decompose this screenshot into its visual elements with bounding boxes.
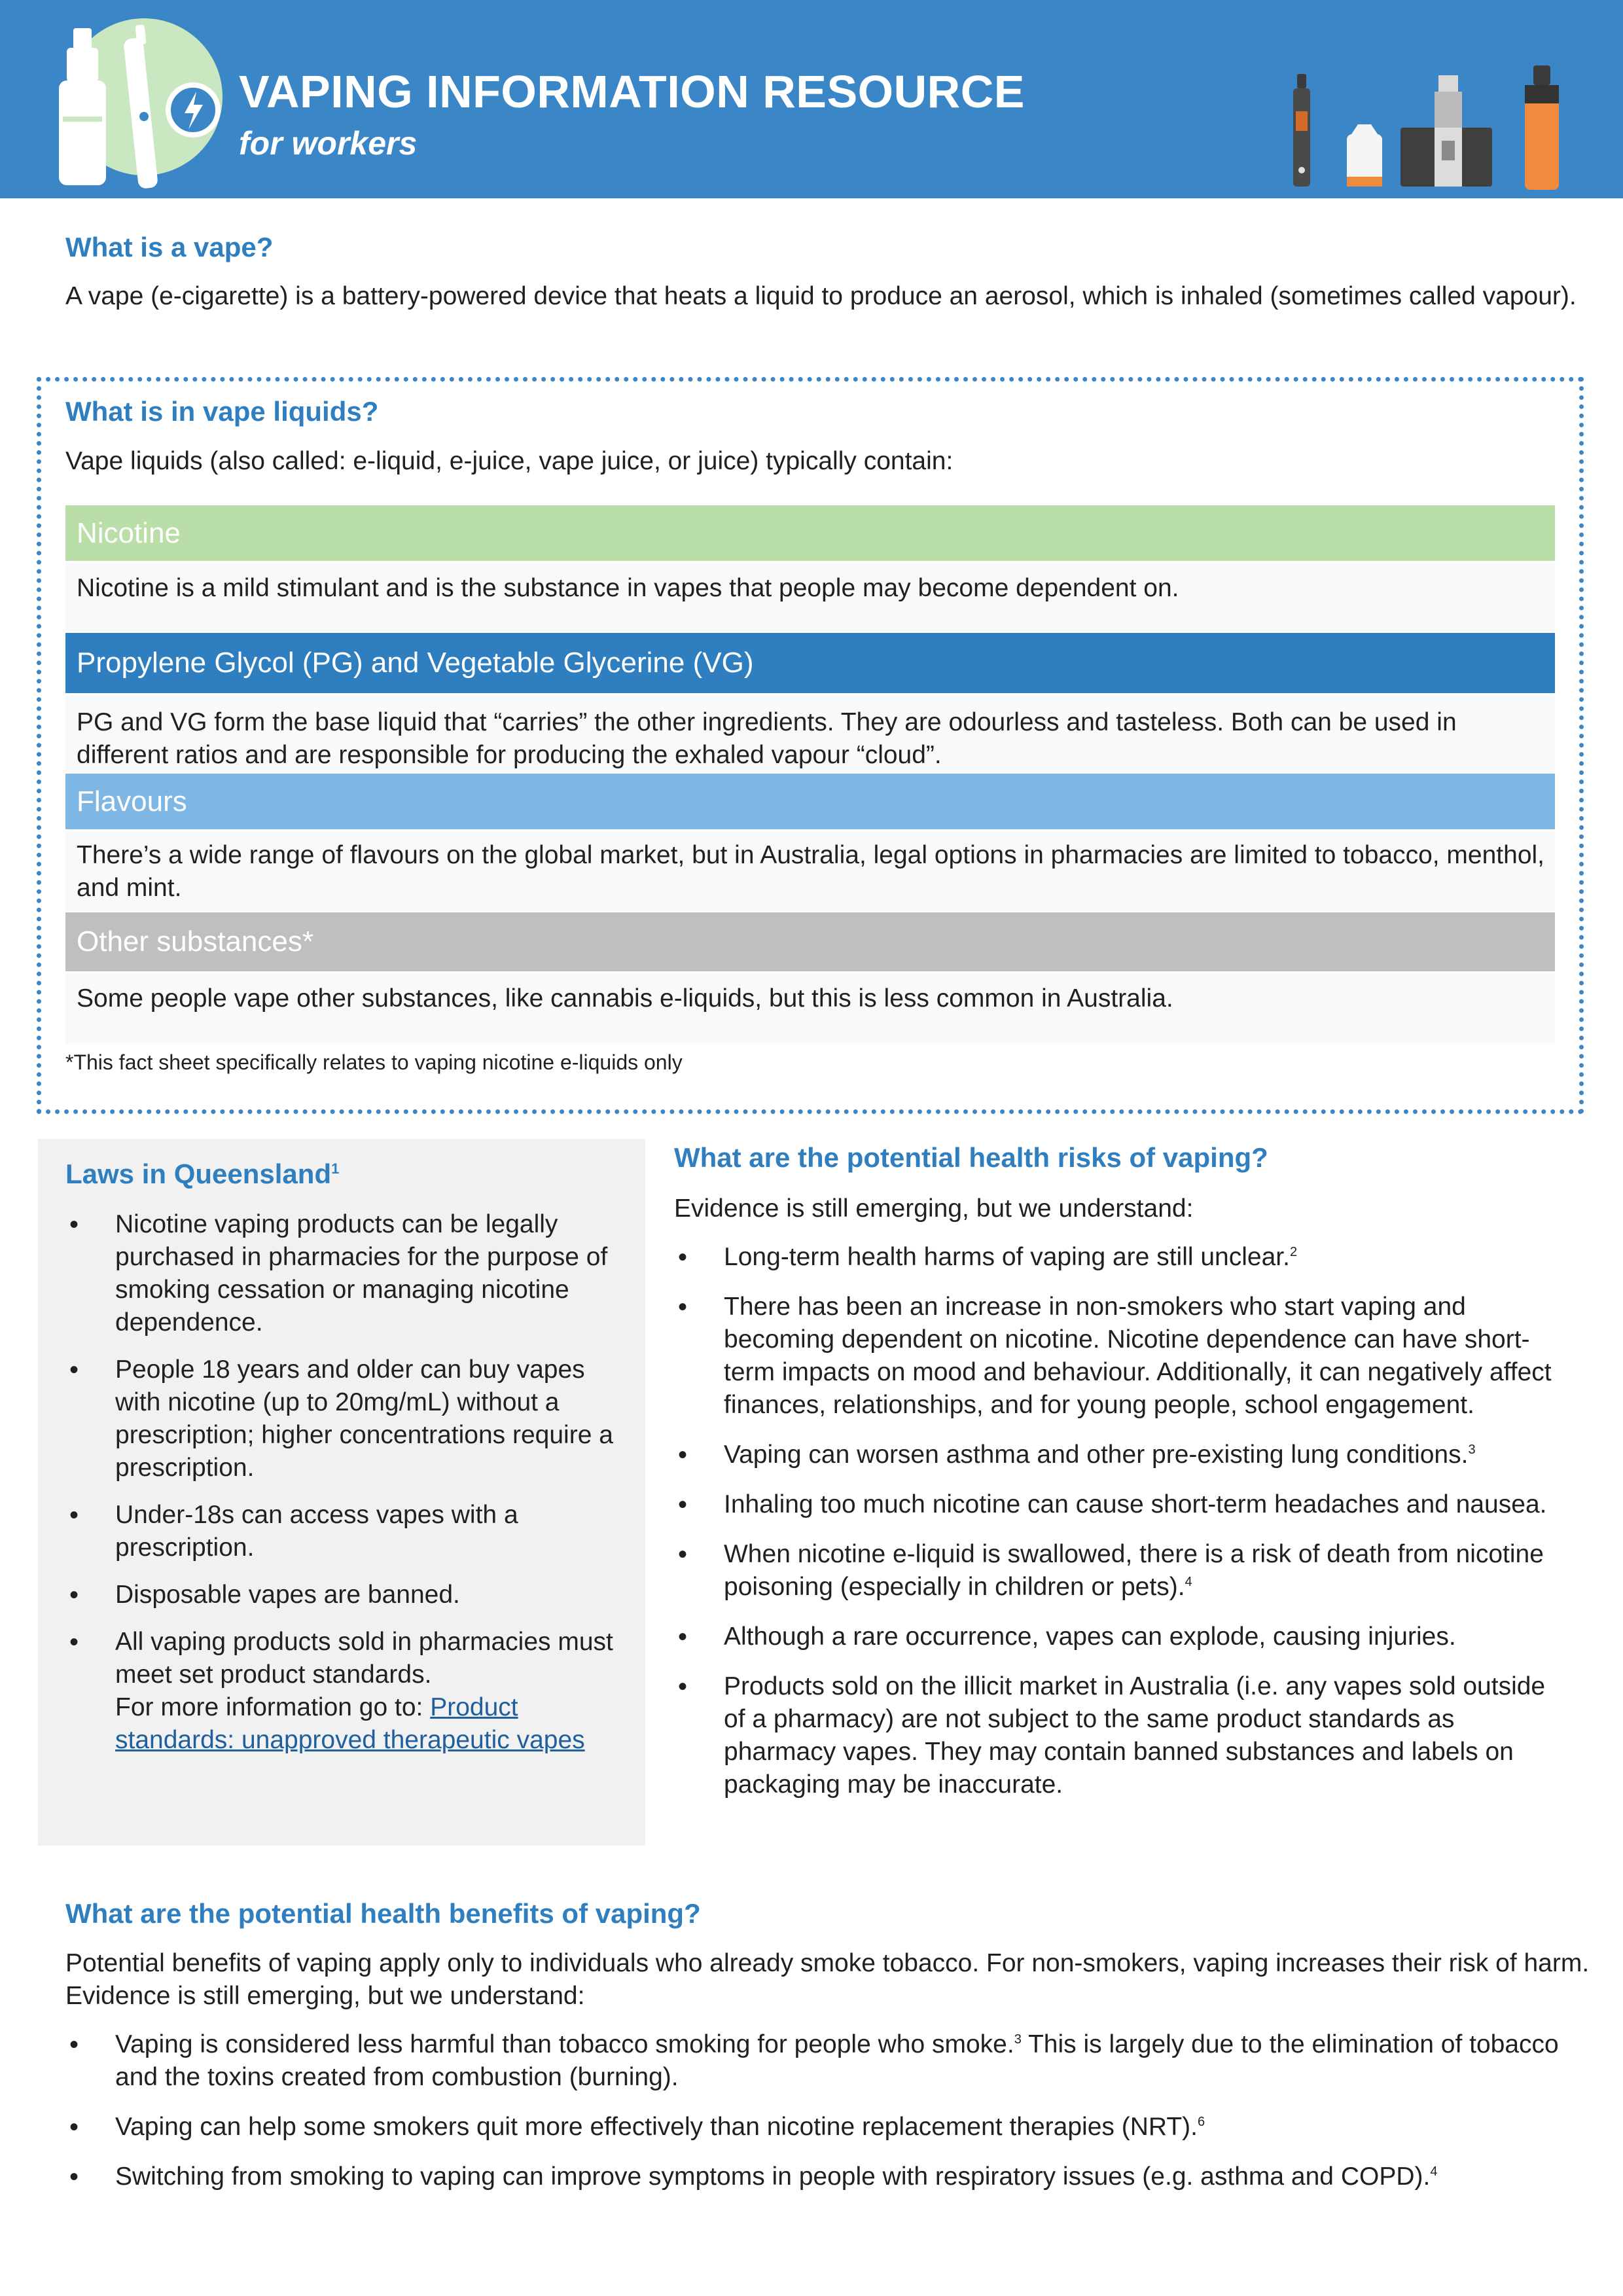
vape-illustration-icon (39, 18, 229, 188)
laws-heading: Laws in Queensland$^1$ (65, 1158, 340, 1189)
laws-heading-ref: 1 (331, 1160, 340, 1177)
law-item: • People 18 years and older can buy vapes with nicotine (up to 20mg/mL) without a prescription; higher concentrations require a prescription. (65, 1354, 615, 1484)
band-flavours-text: There’s a wide range of flavours on the global market, but in Australia, legal options in pharmacies are limited to tobacco, menthol, and mint. (65, 831, 1555, 911)
law-item: • Under-18s can access vapes with a prescription. (65, 1499, 615, 1564)
risk-item: • Long-term health harms of vaping are still unclear.$^2$ (674, 1241, 1571, 1274)
risk-item: • There has been an increase in non-smokers who start vaping and becoming dependent on nicotine. Nicotine dependence can have short-term impacts on mood and behaviour. Additionally, it can negatively affect finances, relationships, and for young people, school engagement. (674, 1291, 1571, 1422)
vape-liquids-heading: What is in vape liquids? (65, 396, 379, 427)
benefit-item: • Vaping can help some smokers quit more effectively than nicotine replacement therapies (NRT).$^6$ (65, 2111, 1590, 2144)
band-pg-vg-text: PG and VG form the base liquid that “carries” the other ingredients. They are odourless and tasteless. Both can be used in different ratios and are responsible for producing the exhaled vapour “cloud”. (65, 696, 1555, 772)
risk-item: • When nicotine e-liquid is swallowed, there is a risk of death from nicotine poisoning (especially in children or pets).$^4$ (674, 1538, 1571, 1604)
what-is-vape-heading: What is a vape? (65, 232, 274, 262)
risks-intro: Evidence is still emerging, but we understand: (674, 1194, 1194, 1223)
benefit-item: • Vaping is considered less harmful than tobacco smoking for people who smoke.$^3$ This is largely due to the elimination of tobacco and the toxins created from combustion (burning). (65, 2028, 1590, 2094)
product-standards-link[interactable]: Product standards: unapproved therapeutic vapes (115, 1693, 585, 1754)
what-is-vape-body: A vape (e-cigarette) is a battery-powered device that heats a liquid to produce an aerosol, which is inhaled (sometimes called vapour). (65, 282, 1577, 310)
risks-heading: What are the potential health risks of vaping? (674, 1142, 1268, 1173)
risk-item: • Inhaling too much nicotine can cause short-term headaches and nausea. (674, 1488, 1571, 1521)
liquids-footnote: *This fact sheet specifically relates to vaping nicotine e-liquids only (65, 1050, 683, 1074)
band-other-text: Some people vape other substances, like cannabis e-liquids, but this is less common in Australia. (65, 973, 1555, 1044)
band-flavours: Flavours (65, 774, 1555, 829)
law-item-standards (65, 1626, 615, 1757)
band-other: Other substances* (65, 912, 1555, 971)
vape-devices-icon (1289, 62, 1564, 193)
risk-item: • Although a rare occurrence, vapes can explode, causing injuries. (674, 1621, 1571, 1653)
law-item: • Disposable vapes are banned. (65, 1579, 615, 1611)
laws-list (65, 1208, 615, 1757)
benefits-list (65, 2028, 1590, 2193)
law-item-text: All vaping products sold in pharmacies must meet set product standards. (115, 1628, 613, 1689)
benefit-item: • Switching from smoking to vaping can improve symptoms in people with respiratory issues (e.g. asthma and COPD).$^4$ (65, 2161, 1590, 2193)
benefits-intro: Potential benefits of vaping apply only to individuals who already smoke tobacco. For non-smokers, vaping increases their risk of harm. Evidence is still emerging, but we understand: (65, 1949, 1590, 2010)
page-title: VAPING INFORMATION RESOURCE (239, 66, 1025, 117)
header-banner (0, 0, 1623, 198)
more-info-prefix: For more information go to: (115, 1693, 423, 1721)
band-nicotine: Nicotine (65, 505, 1555, 561)
band-pg-vg: Propylene Glycol (PG) and Vegetable Glycerine (VG) (65, 633, 1555, 693)
risk-item: • Vaping can worsen asthma and other pre-existing lung conditions.$^3$ (674, 1439, 1571, 1471)
law-item: • Nicotine vaping products can be legally purchased in pharmacies for the purpose of smoking cessation or managing nicotine dependence. (65, 1208, 615, 1339)
page-subtitle: for workers (239, 125, 418, 162)
risks-list (674, 1241, 1571, 1801)
benefits-heading: What are the potential health benefits of vaping? (65, 1898, 701, 1929)
vape-liquids-intro: Vape liquids (also called: e-liquid, e-juice, vape juice, or juice) typically contain: (65, 447, 954, 475)
band-nicotine-text: Nicotine is a mild stimulant and is the substance in vapes that people may become dependent on. (65, 563, 1555, 631)
risk-item: • Products sold on the illicit market in Australia (i.e. any vapes sold outside of a pharmacy) are not subject to the same product standards as pharmacy vapes. They may contain banned substances and labels on packaging may be inaccurate. (674, 1670, 1571, 1801)
